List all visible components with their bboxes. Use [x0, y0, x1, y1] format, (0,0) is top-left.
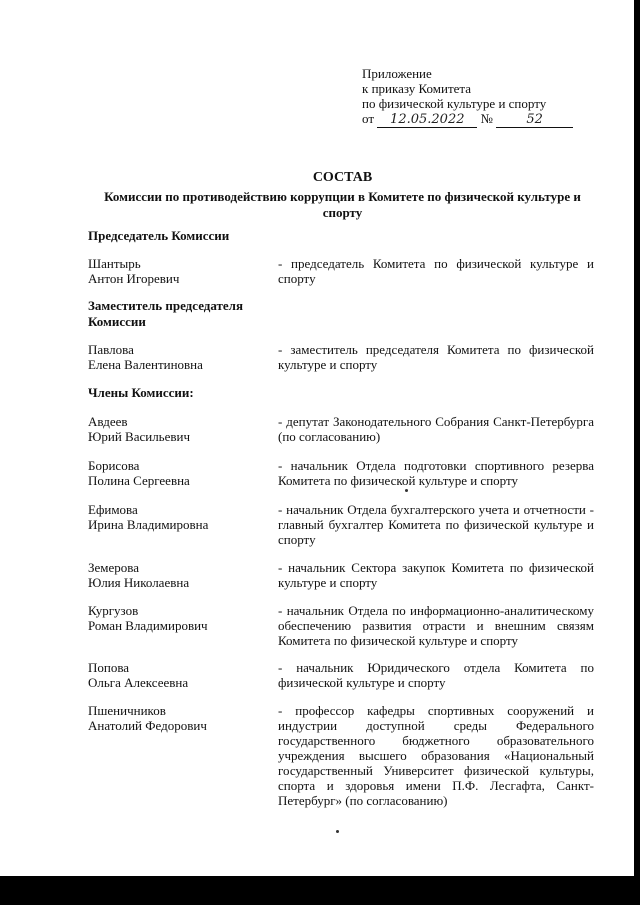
member-given-name: Юлия Николаевна [88, 575, 190, 590]
member-name [88, 502, 273, 532]
appendix-block [362, 66, 592, 128]
member-role: - председатель Комитета по физической культуре и спорту [278, 256, 594, 286]
member-role: - начальник Отдела подготовки спортивного резерва Комитета по физической культуре и спорту [278, 458, 594, 488]
section-members: Члены Комиссии: [88, 385, 194, 400]
member-surname: Борисова [88, 458, 140, 473]
member-role: - начальник Сектора закупок Комитета по физической культуре и спорту [278, 560, 594, 590]
member-given-name: Антон Игоревич [88, 271, 180, 286]
member-name [88, 458, 273, 488]
member-given-name: Полина Сергеевна [88, 473, 190, 488]
member-role: - заместитель председателя Комитета по физической культуре и спорту [278, 342, 594, 372]
section-chair: Председатель Комиссии [88, 228, 230, 243]
member-name [88, 414, 273, 444]
member-role: - начальник Отдела бухгалтерского учета и отчетности - главный бухгалтер Комитета по физической культуре и спорту [278, 502, 594, 547]
appendix-line-3: по физической культуре и спорту [362, 96, 547, 111]
scan-edge-bottom [0, 876, 640, 905]
member-role: - начальник Отдела по информационно-аналитическому обеспечению развития отрасти и внешним связям Комитета по физической культуре и спорту [278, 603, 594, 648]
number-label: № [480, 111, 493, 126]
member-given-name: Роман Владимирович [88, 618, 208, 633]
scan-speck [405, 489, 408, 492]
title-heading: СОСТАВ [312, 170, 373, 185]
member-name [88, 256, 273, 286]
member-surname: Шантырь [88, 256, 141, 271]
member-surname: Авдеев [88, 414, 128, 429]
member-surname: Павлова [88, 342, 134, 357]
member-name [88, 342, 273, 372]
member-given-name: Елена Валентиновна [88, 357, 203, 372]
document-title [90, 170, 595, 221]
member-role: - депутат Законодательного Собрания Санкт-Петербурга (по согласованию) [278, 414, 594, 444]
member-name [88, 703, 273, 733]
member-surname: Кургузов [88, 603, 139, 618]
order-date-number-line [362, 111, 592, 128]
appendix-line-2: к приказу Комитета [362, 81, 472, 96]
member-surname: Ефимова [88, 502, 138, 517]
title-subtitle: Комиссии по противодействию коррупции в Комитете по физической культуре и спорту [104, 189, 581, 220]
member-role: - профессор кафедры спортивных сооружений и индустрии доступной среды Федерального государственного бюджетного образовательного учреждения высшего образования «Национальный государственный Университет физической культуры, спорта и здоровья имени П.Ф. Лесгафта, Санкт-Петербург» (по согласованию) [278, 703, 594, 808]
scan-speck [336, 830, 339, 833]
member-surname: Земерова [88, 560, 140, 575]
member-given-name: Ольга Алексеевна [88, 675, 189, 690]
member-given-name: Ирина Владимировна [88, 517, 209, 532]
member-name [88, 603, 273, 633]
member-name [88, 560, 273, 590]
member-given-name: Анатолий Федорович [88, 718, 207, 733]
appendix-line-1: Приложение [362, 66, 432, 81]
member-role: - начальник Юридического отдела Комитета по физической культуре и спорту [278, 660, 594, 690]
section-deputy: Заместитель председателя Комиссии [88, 298, 244, 329]
member-given-name: Юрий Васильевич [88, 429, 191, 444]
scan-edge-right [634, 0, 640, 905]
member-surname: Попова [88, 660, 130, 675]
from-label: от [362, 111, 375, 126]
member-name [88, 660, 273, 690]
order-date: 12.05.2022 [390, 112, 465, 127]
order-number: 52 [526, 112, 543, 127]
member-surname: Пшеничников [88, 703, 166, 718]
